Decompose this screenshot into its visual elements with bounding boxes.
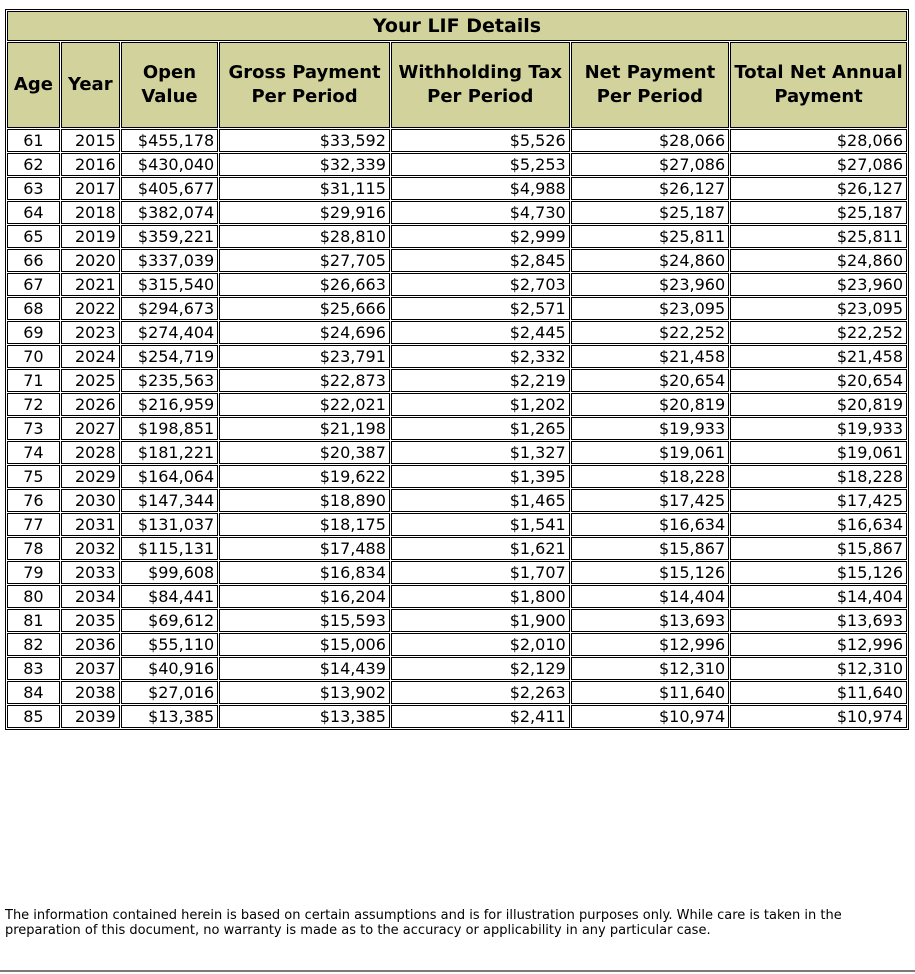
cell-withholding-tax: $1,707 <box>391 561 570 584</box>
cell-net-payment: $22,252 <box>571 321 729 344</box>
cell-year: 2035 <box>61 609 120 632</box>
cell-withholding-tax: $2,010 <box>391 633 570 656</box>
cell-withholding-tax: $1,327 <box>391 441 570 464</box>
cell-year: 2038 <box>61 681 120 704</box>
cell-age: 77 <box>7 513 60 536</box>
lif-details-panel <box>5 9 909 730</box>
cell-net-payment: $13,693 <box>571 609 729 632</box>
column-header-withholding-tax: Withholding Tax Per Period <box>391 42 570 128</box>
cell-year: 2031 <box>61 513 120 536</box>
cell-age: 76 <box>7 489 60 512</box>
table-row <box>7 393 907 416</box>
cell-gross-payment: $28,810 <box>219 225 390 248</box>
cell-withholding-tax: $2,445 <box>391 321 570 344</box>
cell-net-payment: $14,404 <box>571 585 729 608</box>
cell-withholding-tax: $1,541 <box>391 513 570 536</box>
table-row <box>7 633 907 656</box>
cell-withholding-tax: $1,265 <box>391 417 570 440</box>
cell-total-net-annual: $21,458 <box>730 345 907 368</box>
cell-year: 2037 <box>61 657 120 680</box>
cell-age: 68 <box>7 297 60 320</box>
bottom-divider <box>0 970 915 972</box>
disclaimer-text: The information contained herein is based on certain assumptions and is for illustration purposes only. While care is taken in the preparation of this document, no warranty is made as to the accuracy or applicability in any particular case. <box>5 908 842 938</box>
cell-total-net-annual: $19,061 <box>730 441 907 464</box>
cell-withholding-tax: $2,703 <box>391 273 570 296</box>
cell-open-value: $147,344 <box>121 489 219 512</box>
column-header-gross-payment: Gross Payment Per Period <box>219 42 390 128</box>
cell-total-net-annual: $10,974 <box>730 705 907 728</box>
cell-net-payment: $23,960 <box>571 273 729 296</box>
cell-age: 82 <box>7 633 60 656</box>
table-row <box>7 129 907 152</box>
cell-withholding-tax: $4,730 <box>391 201 570 224</box>
cell-gross-payment: $17,488 <box>219 537 390 560</box>
table-row <box>7 273 907 296</box>
cell-gross-payment: $20,387 <box>219 441 390 464</box>
cell-net-payment: $25,187 <box>571 201 729 224</box>
table-row <box>7 513 907 536</box>
cell-open-value: $430,040 <box>121 153 219 176</box>
cell-gross-payment: $32,339 <box>219 153 390 176</box>
cell-total-net-annual: $25,811 <box>730 225 907 248</box>
column-header-age: Age <box>7 42 60 128</box>
table-row <box>7 657 907 680</box>
cell-net-payment: $11,640 <box>571 681 729 704</box>
cell-net-payment: $28,066 <box>571 129 729 152</box>
cell-net-payment: $19,061 <box>571 441 729 464</box>
cell-open-value: $216,959 <box>121 393 219 416</box>
cell-gross-payment: $18,890 <box>219 489 390 512</box>
cell-total-net-annual: $17,425 <box>730 489 907 512</box>
cell-year: 2025 <box>61 369 120 392</box>
table-row <box>7 681 907 704</box>
table-title-row <box>7 11 907 41</box>
table-row <box>7 153 907 176</box>
cell-open-value: $84,441 <box>121 585 219 608</box>
cell-gross-payment: $13,385 <box>219 705 390 728</box>
table-row <box>7 345 907 368</box>
cell-year: 2023 <box>61 321 120 344</box>
column-header-net-payment: Net Payment Per Period <box>571 42 729 128</box>
cell-total-net-annual: $19,933 <box>730 417 907 440</box>
cell-year: 2026 <box>61 393 120 416</box>
table-row <box>7 177 907 200</box>
cell-total-net-annual: $18,228 <box>730 465 907 488</box>
cell-age: 79 <box>7 561 60 584</box>
cell-total-net-annual: $12,996 <box>730 633 907 656</box>
cell-age: 64 <box>7 201 60 224</box>
cell-open-value: $254,719 <box>121 345 219 368</box>
cell-total-net-annual: $22,252 <box>730 321 907 344</box>
cell-gross-payment: $16,834 <box>219 561 390 584</box>
cell-total-net-annual: $14,404 <box>730 585 907 608</box>
cell-gross-payment: $22,873 <box>219 369 390 392</box>
cell-withholding-tax: $2,571 <box>391 297 570 320</box>
cell-age: 70 <box>7 345 60 368</box>
table-title: Your LIF Details <box>7 11 907 41</box>
cell-net-payment: $19,933 <box>571 417 729 440</box>
cell-net-payment: $21,458 <box>571 345 729 368</box>
table-row <box>7 537 907 560</box>
cell-year: 2039 <box>61 705 120 728</box>
cell-gross-payment: $15,593 <box>219 609 390 632</box>
cell-gross-payment: $19,622 <box>219 465 390 488</box>
cell-gross-payment: $18,175 <box>219 513 390 536</box>
cell-open-value: $181,221 <box>121 441 219 464</box>
cell-gross-payment: $13,902 <box>219 681 390 704</box>
table-row <box>7 321 907 344</box>
cell-open-value: $164,064 <box>121 465 219 488</box>
cell-gross-payment: $33,592 <box>219 129 390 152</box>
cell-open-value: $235,563 <box>121 369 219 392</box>
column-header-total-net-annual: Total Net Annual Payment <box>730 42 907 128</box>
cell-withholding-tax: $1,202 <box>391 393 570 416</box>
cell-age: 65 <box>7 225 60 248</box>
cell-gross-payment: $23,791 <box>219 345 390 368</box>
cell-age: 84 <box>7 681 60 704</box>
table-row <box>7 297 907 320</box>
cell-year: 2022 <box>61 297 120 320</box>
cell-total-net-annual: $20,819 <box>730 393 907 416</box>
cell-year: 2016 <box>61 153 120 176</box>
cell-total-net-annual: $26,127 <box>730 177 907 200</box>
cell-age: 75 <box>7 465 60 488</box>
cell-gross-payment: $29,916 <box>219 201 390 224</box>
cell-withholding-tax: $2,129 <box>391 657 570 680</box>
cell-net-payment: $16,634 <box>571 513 729 536</box>
cell-open-value: $198,851 <box>121 417 219 440</box>
cell-total-net-annual: $24,860 <box>730 249 907 272</box>
table-row <box>7 201 907 224</box>
cell-net-payment: $12,996 <box>571 633 729 656</box>
cell-open-value: $294,673 <box>121 297 219 320</box>
cell-age: 61 <box>7 129 60 152</box>
cell-age: 80 <box>7 585 60 608</box>
cell-withholding-tax: $1,900 <box>391 609 570 632</box>
cell-withholding-tax: $2,263 <box>391 681 570 704</box>
cell-withholding-tax: $5,253 <box>391 153 570 176</box>
cell-withholding-tax: $1,395 <box>391 465 570 488</box>
cell-age: 72 <box>7 393 60 416</box>
cell-age: 73 <box>7 417 60 440</box>
cell-withholding-tax: $2,411 <box>391 705 570 728</box>
cell-year: 2024 <box>61 345 120 368</box>
cell-total-net-annual: $20,654 <box>730 369 907 392</box>
cell-net-payment: $25,811 <box>571 225 729 248</box>
cell-open-value: $69,612 <box>121 609 219 632</box>
cell-age: 81 <box>7 609 60 632</box>
cell-gross-payment: $26,663 <box>219 273 390 296</box>
cell-net-payment: $12,310 <box>571 657 729 680</box>
table-row <box>7 489 907 512</box>
cell-age: 66 <box>7 249 60 272</box>
table-header-row <box>7 42 907 128</box>
cell-withholding-tax: $4,988 <box>391 177 570 200</box>
cell-age: 71 <box>7 369 60 392</box>
cell-gross-payment: $31,115 <box>219 177 390 200</box>
cell-net-payment: $17,425 <box>571 489 729 512</box>
cell-net-payment: $15,126 <box>571 561 729 584</box>
cell-open-value: $405,677 <box>121 177 219 200</box>
cell-year: 2033 <box>61 561 120 584</box>
cell-gross-payment: $15,006 <box>219 633 390 656</box>
cell-open-value: $455,178 <box>121 129 219 152</box>
cell-open-value: $99,608 <box>121 561 219 584</box>
cell-net-payment: $26,127 <box>571 177 729 200</box>
cell-gross-payment: $14,439 <box>219 657 390 680</box>
cell-age: 74 <box>7 441 60 464</box>
cell-open-value: $115,131 <box>121 537 219 560</box>
cell-total-net-annual: $23,960 <box>730 273 907 296</box>
cell-net-payment: $18,228 <box>571 465 729 488</box>
cell-age: 85 <box>7 705 60 728</box>
table-row <box>7 465 907 488</box>
cell-withholding-tax: $1,465 <box>391 489 570 512</box>
cell-open-value: $27,016 <box>121 681 219 704</box>
cell-age: 69 <box>7 321 60 344</box>
table-body <box>7 129 907 728</box>
cell-open-value: $337,039 <box>121 249 219 272</box>
cell-gross-payment: $22,021 <box>219 393 390 416</box>
cell-withholding-tax: $2,219 <box>391 369 570 392</box>
cell-net-payment: $20,654 <box>571 369 729 392</box>
cell-year: 2021 <box>61 273 120 296</box>
cell-total-net-annual: $16,634 <box>730 513 907 536</box>
cell-year: 2034 <box>61 585 120 608</box>
table-row <box>7 225 907 248</box>
cell-open-value: $131,037 <box>121 513 219 536</box>
table-row <box>7 249 907 272</box>
cell-year: 2018 <box>61 201 120 224</box>
cell-gross-payment: $25,666 <box>219 297 390 320</box>
cell-withholding-tax: $1,621 <box>391 537 570 560</box>
cell-age: 67 <box>7 273 60 296</box>
cell-withholding-tax: $5,526 <box>391 129 570 152</box>
cell-year: 2015 <box>61 129 120 152</box>
cell-open-value: $382,074 <box>121 201 219 224</box>
cell-year: 2032 <box>61 537 120 560</box>
cell-gross-payment: $21,198 <box>219 417 390 440</box>
cell-withholding-tax: $2,332 <box>391 345 570 368</box>
cell-net-payment: $20,819 <box>571 393 729 416</box>
cell-net-payment: $24,860 <box>571 249 729 272</box>
cell-gross-payment: $16,204 <box>219 585 390 608</box>
cell-open-value: $13,385 <box>121 705 219 728</box>
cell-net-payment: $10,974 <box>571 705 729 728</box>
cell-age: 63 <box>7 177 60 200</box>
cell-total-net-annual: $13,693 <box>730 609 907 632</box>
column-header-year: Year <box>61 42 120 128</box>
cell-year: 2020 <box>61 249 120 272</box>
cell-year: 2036 <box>61 633 120 656</box>
cell-net-payment: $15,867 <box>571 537 729 560</box>
table-row <box>7 417 907 440</box>
table-row <box>7 369 907 392</box>
cell-withholding-tax: $2,999 <box>391 225 570 248</box>
cell-age: 83 <box>7 657 60 680</box>
cell-total-net-annual: $11,640 <box>730 681 907 704</box>
cell-year: 2027 <box>61 417 120 440</box>
table-row <box>7 585 907 608</box>
cell-total-net-annual: $15,126 <box>730 561 907 584</box>
cell-open-value: $274,404 <box>121 321 219 344</box>
cell-age: 78 <box>7 537 60 560</box>
cell-withholding-tax: $1,800 <box>391 585 570 608</box>
cell-total-net-annual: $27,086 <box>730 153 907 176</box>
lif-details-table <box>5 9 909 730</box>
table-row <box>7 705 907 728</box>
cell-year: 2017 <box>61 177 120 200</box>
cell-open-value: $359,221 <box>121 225 219 248</box>
cell-open-value: $55,110 <box>121 633 219 656</box>
cell-net-payment: $27,086 <box>571 153 729 176</box>
table-row <box>7 609 907 632</box>
table-row <box>7 561 907 584</box>
cell-gross-payment: $27,705 <box>219 249 390 272</box>
cell-age: 62 <box>7 153 60 176</box>
column-header-open-value: Open Value <box>121 42 219 128</box>
cell-year: 2029 <box>61 465 120 488</box>
cell-open-value: $315,540 <box>121 273 219 296</box>
table-row <box>7 441 907 464</box>
cell-total-net-annual: $25,187 <box>730 201 907 224</box>
cell-total-net-annual: $15,867 <box>730 537 907 560</box>
cell-year: 2030 <box>61 489 120 512</box>
cell-withholding-tax: $2,845 <box>391 249 570 272</box>
cell-open-value: $40,916 <box>121 657 219 680</box>
cell-gross-payment: $24,696 <box>219 321 390 344</box>
cell-total-net-annual: $12,310 <box>730 657 907 680</box>
cell-year: 2019 <box>61 225 120 248</box>
cell-net-payment: $23,095 <box>571 297 729 320</box>
cell-year: 2028 <box>61 441 120 464</box>
cell-total-net-annual: $28,066 <box>730 129 907 152</box>
cell-total-net-annual: $23,095 <box>730 297 907 320</box>
